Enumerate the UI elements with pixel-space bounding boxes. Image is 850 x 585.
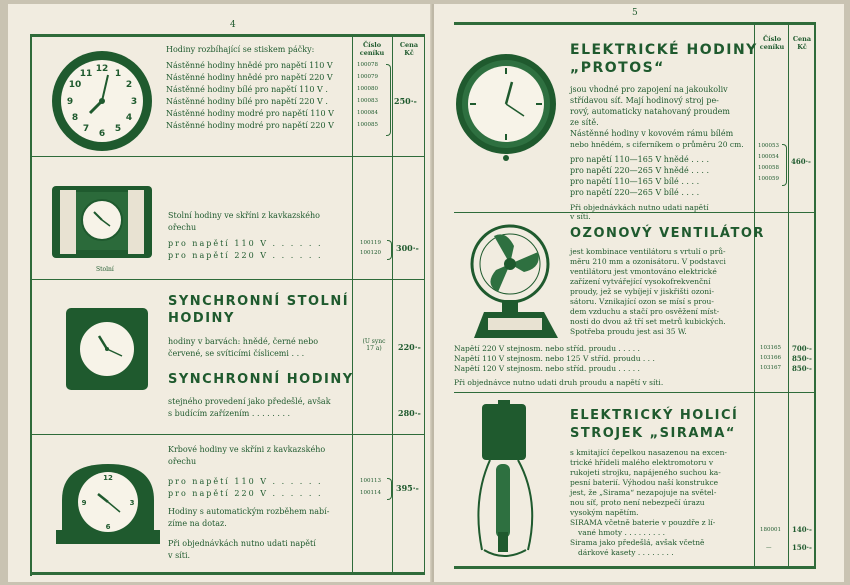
column-header-price: Cena Kč [399, 41, 419, 57]
price: 850·- [792, 364, 812, 373]
product-line: Nástěnné hodiny hnědé pro napětí 110 V [166, 61, 333, 70]
product-line: Sirama jako předešlá, avšak včetně [570, 538, 705, 547]
section-heading: ELEKTRICKÝ HOLICÍ [570, 408, 739, 423]
catalog-code: (U sync 17 a) [362, 338, 386, 352]
price: 460·- [791, 157, 811, 166]
catalog-code: — [766, 545, 772, 551]
price: 280·- [398, 408, 421, 418]
catalog-code: 100119 [360, 240, 381, 246]
product-description: proudy, jež se vybíjejí v jiskřišti ozoni- [570, 287, 714, 296]
svg-text:3: 3 [129, 499, 135, 507]
column-divider [754, 24, 755, 566]
brace [386, 64, 391, 136]
product-description: rukojeti strojku, napájeného suchou ka- [570, 468, 721, 477]
product-line: Nástěnné hodiny hnědé pro napětí 220 V [166, 73, 333, 82]
price: 140·- [792, 525, 812, 534]
product-description: Stolní hodiny ve skříni z kavkazského [168, 211, 320, 220]
electric-shaver-illustration [464, 400, 554, 562]
product-line: pro napětí 220—265 V bílé . . . . [570, 188, 700, 197]
product-description: hodiny v barvách: hnědé, černé nebo [168, 337, 319, 346]
product-description: ořechu [168, 457, 197, 466]
price: 850·- [792, 354, 812, 363]
product-note: zíme na dotaz. [168, 519, 227, 528]
product-description: nebo hnědém, s ciferníkem o průměru 20 cm. [570, 140, 744, 149]
section-heading: SYNCHRONNÍ STOLNÍ [168, 294, 350, 309]
product-line: pro napětí 110—165 V bílé . . . . [570, 177, 700, 186]
svg-text:8: 8 [71, 113, 79, 123]
product-line: Nástěnné hodiny modré pro napětí 110 V [166, 109, 334, 118]
product-line: pro napětí 220—265 V hnědé . . . . [570, 166, 710, 175]
order-note: v síti. [570, 212, 591, 221]
product-description: Nástěnné hodiny v kovovém rámu bílém [570, 129, 734, 138]
wall-clock-illustration [50, 49, 154, 153]
catalog-code: 100083 [357, 98, 378, 104]
catalog-code: 100113 [360, 478, 381, 484]
catalog-code: 100084 [357, 110, 378, 116]
product-description: ze sítě. [570, 118, 599, 127]
section-divider [32, 434, 424, 435]
price: 300·- [396, 243, 419, 253]
column-divider [392, 36, 393, 572]
section-divider [32, 279, 424, 280]
order-note: Při objednávkách nutno udati napětí [168, 539, 316, 548]
section-heading: „PROTOS“ [570, 60, 665, 76]
product-description: s kmitající čepelkou nasazenou na excen- [570, 448, 727, 457]
svg-text:12: 12 [103, 474, 113, 482]
brace [387, 240, 392, 260]
catalog-code: 103165 [760, 345, 781, 351]
column-divider [352, 36, 353, 572]
product-description: Spotřeba proudu jest asi 35 W. [570, 327, 687, 336]
product-description: ořechu [168, 223, 197, 232]
product-description: ventilátoru jest vmontováno elektrické [570, 267, 717, 276]
svg-text:7: 7 [82, 124, 90, 134]
product-description: dem vzduchu a stačí pro osvěžení míst- [570, 307, 720, 316]
product-description: s budícím zařízením . . . . . . . . [168, 409, 291, 418]
section-divider [32, 156, 424, 157]
page-number: 5 [632, 8, 638, 18]
bottom-rule [30, 572, 425, 575]
catalog-code: 180001 [760, 527, 781, 533]
column-header-price: Cena Kč [792, 35, 812, 51]
catalog-code: 100114 [360, 490, 381, 496]
product-line: Napětí 220 V stejnosm. nebo stříd. proudu . . . . . [454, 344, 640, 353]
product-description: jest, že „Sirama“ nezapojuje na světel- [570, 488, 717, 497]
synchronous-clock-illustration [64, 306, 150, 392]
product-line: Napětí 120 V stejnosm. nebo stříd. proudu . . . . . [454, 364, 640, 373]
svg-text:4: 4 [125, 113, 133, 123]
protos-clock-illustration [452, 52, 560, 162]
product-description: pesní baterií. Výhodou naší konstrukce [570, 478, 719, 487]
price: 150·- [792, 543, 812, 552]
brace [782, 144, 787, 186]
product-description: červené, se svíticími číslicemi . . . [168, 349, 305, 358]
price: 250·- [394, 96, 417, 106]
product-line: Nástěnné hodiny modré pro napětí 220 V [166, 121, 334, 130]
catalog-code: 100120 [360, 250, 381, 256]
catalog-code: 100080 [357, 86, 378, 92]
order-note: v síti. [168, 551, 191, 560]
section-divider [454, 392, 814, 393]
product-line: pro napětí 110 V . . . . . . [168, 477, 323, 486]
left-border [30, 36, 32, 576]
left-page [8, 4, 432, 582]
table-clock-illustration [50, 180, 154, 260]
top-rule [30, 34, 425, 37]
product-note: Hodiny s automatickým rozběhem nabí- [168, 507, 330, 516]
catalog-code: 103166 [760, 355, 781, 361]
product-line: vané hmoty . . . . . . . . . [578, 528, 665, 537]
product-description: měru 210 mm a ozonisátoru. V podstavci [570, 257, 726, 266]
product-line: pro napětí 110—165 V hnědé . . . . [570, 155, 710, 164]
right-border [814, 24, 816, 566]
product-description: jsou vhodné pro zapojení na jakoukoliv [570, 85, 728, 94]
catalog-code: 100085 [357, 122, 378, 128]
product-description: vysokým napětím. [570, 508, 639, 517]
product-line: dárkové kasety . . . . . . . . [578, 548, 674, 557]
product-line: pro napětí 220 V . . . . . . [168, 251, 323, 260]
product-line: pro napětí 220 V . . . . . . [168, 489, 323, 498]
catalog-code: 100078 [357, 62, 378, 68]
product-line: Nástěnné hodiny bílé pro napětí 220 V . [166, 97, 328, 106]
product-description: trické hřídeli malého elektromotoru v [570, 458, 714, 467]
product-description: střídavou síť. Mají hodinový stroj pe- [570, 96, 719, 105]
bottom-rule [454, 566, 816, 569]
section-heading: SYNCHRONNÍ HODINY [168, 372, 354, 387]
svg-text:6: 6 [98, 129, 106, 139]
product-description: rový, automaticky natahovaný proudem [570, 107, 730, 116]
section-heading: HODINY [168, 311, 235, 326]
product-description: stejného provedení jako předešlé, avšak [168, 397, 331, 406]
price: 220·- [398, 342, 421, 352]
product-line: Napětí 110 V stejnosm. nebo 125 V stříd. proudu . . . [454, 354, 655, 363]
svg-text:11: 11 [79, 69, 93, 79]
section-heading: STROJEK „SIRAMA“ [570, 426, 736, 441]
section-heading: ELEKTRICKÉ HODINY [570, 42, 758, 58]
svg-text:9: 9 [66, 97, 74, 107]
right-page [434, 4, 844, 582]
catalog-code: 103167 [760, 365, 781, 371]
ozone-ventilator-illustration [464, 222, 564, 340]
price: 395·- [396, 483, 419, 493]
catalog-code: 100079 [357, 74, 378, 80]
product-description: jest kombinace ventilátoru s vrtulí o prů- [570, 247, 726, 256]
svg-text:2: 2 [125, 80, 133, 90]
product-description: Krbové hodiny ve skříni z kavkazského [168, 445, 326, 454]
mantel-clock-illustration [54, 460, 162, 546]
catalog-code: 100053 [758, 143, 779, 149]
product-line: pro napětí 110 V . . . . . . [168, 239, 323, 248]
brace [387, 478, 392, 500]
product-description: zařízení vytvářející vysokofrekvenční [570, 277, 711, 286]
product-line: Nástěnné hodiny bílé pro napětí 110 V . [166, 85, 328, 94]
column-header-code: Číslo ceníku [759, 35, 785, 51]
column-divider [788, 24, 789, 566]
svg-text:12: 12 [95, 64, 109, 74]
column-header-code: Číslo ceníku [359, 41, 385, 57]
column-divider [424, 36, 425, 572]
svg-text:3: 3 [130, 97, 138, 107]
top-rule [454, 22, 816, 25]
product-description: nou síť, proto není nebezpečí úrazu [570, 498, 705, 507]
svg-text:5: 5 [114, 124, 122, 134]
page-number: 4 [230, 20, 236, 30]
svg-text:1: 1 [114, 69, 122, 79]
product-line: SIRAMA včetně baterie v pouzdře z lí- [570, 518, 716, 527]
catalog-code: 100059 [758, 176, 779, 182]
svg-text:9: 9 [81, 499, 87, 507]
svg-text:10: 10 [68, 80, 82, 90]
product-description: sátoru. Vznikající ozon se mísí s prou- [570, 297, 714, 306]
illustration-caption: Stolní [96, 266, 114, 273]
order-note: Při objednávce nutno udati druh proudu a napětí v síti. [454, 378, 664, 387]
product-description: nosti do dvou až tří set metrů kubických. [570, 317, 726, 326]
section-heading: OZONOVÝ VENTILÁTOR [570, 226, 765, 241]
svg-text:6: 6 [105, 523, 111, 531]
catalog-code: 100054 [758, 154, 779, 160]
wall-clocks-intro: Hodiny rozbíhající se stiskem páčky: [166, 45, 315, 54]
order-note: Při objednávkách nutno udati napětí [570, 203, 709, 212]
catalog-code: 100058 [758, 165, 779, 171]
price: 700·- [792, 344, 812, 353]
